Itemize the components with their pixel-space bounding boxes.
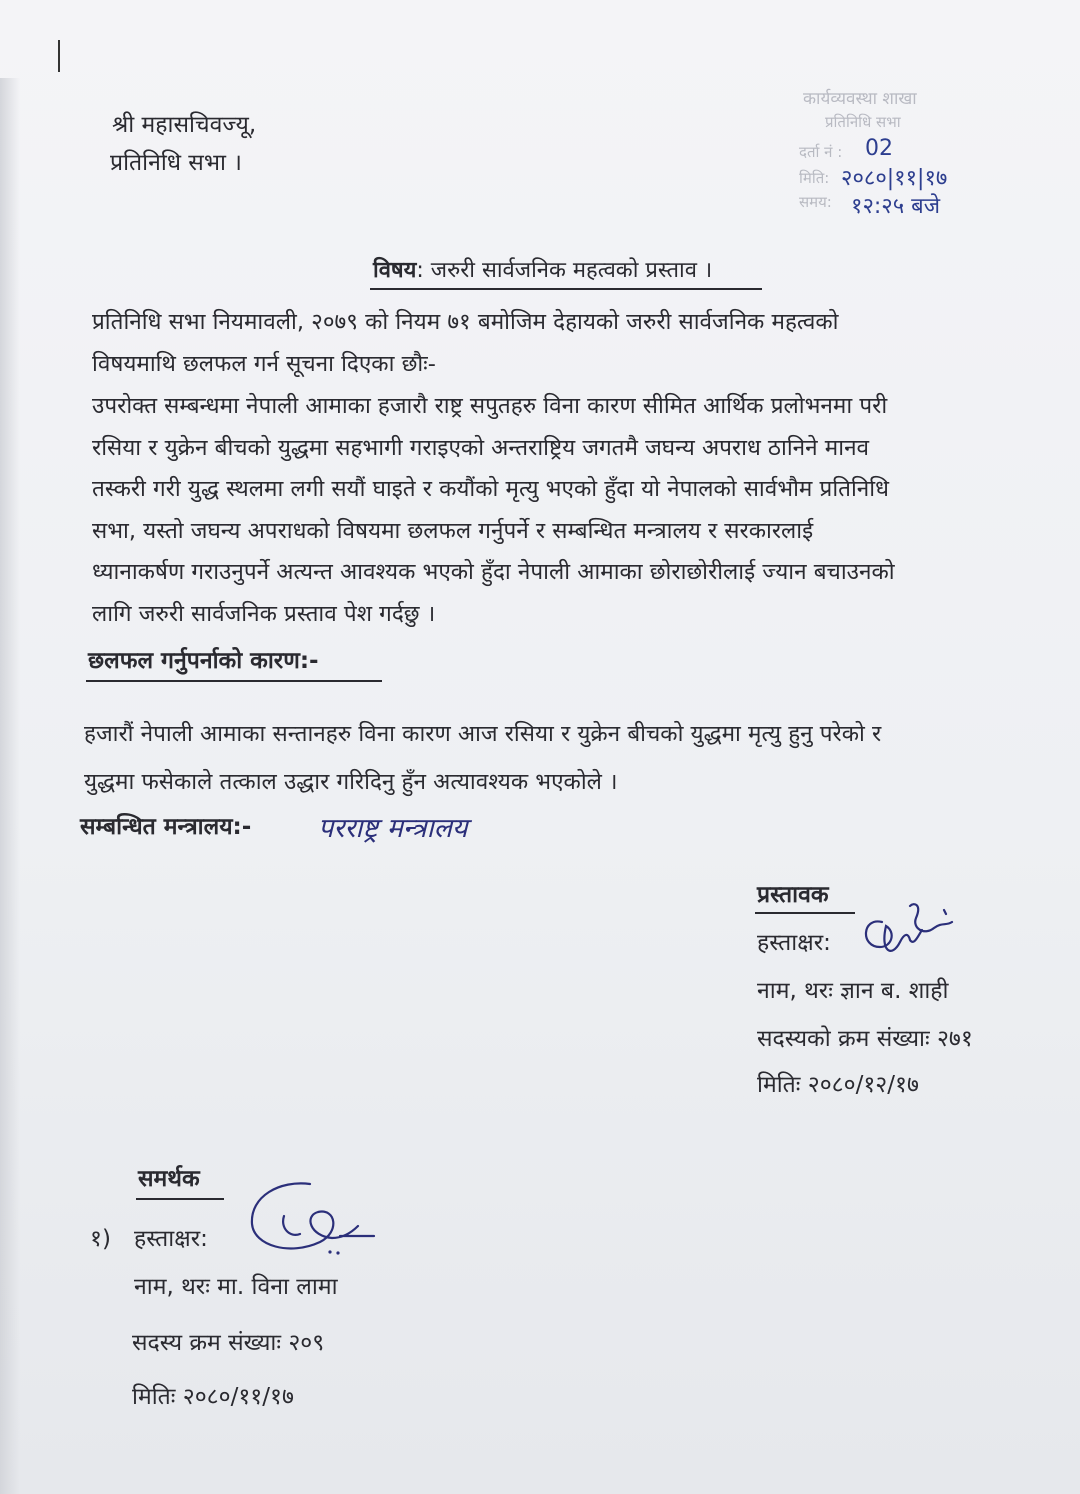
detail-line: उपरोक्त सम्बन्धमा नेपाली आमाका हजारौ राष्ट्र सपुतहरु विना कारण सीमित आर्थिक प्रलोभनमा परी [92, 393, 888, 419]
recipient-line-1: श्री महासचिवज्यू, [112, 112, 257, 138]
stamp-samaya-value: १२:२५ बजे [851, 194, 941, 219]
supporter-name: नाम, थरः मा. विना लामा [134, 1274, 338, 1300]
reason-heading: छलफल गर्नुपर्नाको कारण:- [88, 648, 319, 674]
detail-line: रसिया र युक्रेन बीचको युद्धमा सहभागी गराइएको अन्तराष्ट्रिय जगतमै जघन्य अपराध ठानिने मानव [92, 434, 870, 461]
supporter-signature [240, 1176, 380, 1266]
paper-fold-shadow [0, 78, 20, 1494]
stamp-miti-value: २०८०|११|१७ [841, 166, 948, 191]
proposer-date: मितिः २०८०/१२/१७ [757, 1072, 919, 1098]
subject-underline [370, 288, 762, 290]
proposer-member-no: सदस्यको क्रम संख्याः २७१ [757, 1026, 973, 1052]
reason-heading-underline [86, 680, 382, 682]
stamp-samaya-label: समय: [799, 193, 832, 211]
detail-line: लागि जरुरी सार्वजनिक प्रस्ताव पेश गर्दछु । [92, 600, 436, 627]
supporter-heading-underline [136, 1198, 224, 1200]
reason-line: हजारौं नेपाली आमाका सन्तानहरु विना कारण आज रसिया र युक्रेन बीचको युद्धमा मृत्यु हुनु परेको र [84, 721, 882, 747]
stamp-darta-label: दर्ता नं : [799, 143, 843, 161]
subject-text: : जरुरी सार्वजनिक महत्वको प्रस्ताव । [416, 258, 713, 283]
ministry-value: परराष्ट्र मन्त्रालय [318, 813, 468, 844]
subject-label: विषय [373, 258, 417, 283]
detail-line: तस्करी गरी युद्ध स्थलमा लगी सयौं घाइते र कयौंको मृत्यु भएको हुँदा यो नेपालको सार्वभौम प्रतिनिधि [92, 476, 889, 502]
supporter-index: १) [90, 1226, 111, 1252]
margin-mark [58, 40, 60, 72]
proposer-heading: प्रस्तावक [757, 882, 829, 908]
detail-line: ध्यानाकर्षण गराउनुपर्ने अत्यन्त आवश्यक भएको हुँदा नेपाली आमाका छोराछोरीलाई ज्यान बचाउनको [92, 559, 895, 585]
detail-paragraph [92, 386, 1042, 635]
supporter-heading: समर्थक [138, 1166, 200, 1192]
ministry-label: सम्बन्धित मन्त्रालय:- [80, 814, 252, 840]
proposer-name: नाम, थरः ज्ञान ब. शाही [757, 978, 949, 1004]
proposer-signature-label: हस्ताक्षर: [757, 930, 831, 956]
detail-line: सभा, यस्तो जघन्य अपराधको विषयमा छलफल गर्नुपर्ने र सम्बन्धित मन्त्रालय र सरकारलाई [92, 517, 814, 544]
proposer-heading-underline [755, 912, 855, 914]
supporter-date: मितिः २०८०/११/१७ [132, 1384, 294, 1410]
stamp-title-1: कार्यव्यवस्था शाखा [803, 89, 917, 109]
stamp-darta-value: 02 [865, 136, 893, 161]
supporter-signature-label: हस्ताक्षर: [134, 1226, 208, 1252]
intro-paragraph [92, 302, 1032, 385]
registration-stamp [795, 84, 995, 234]
intro-line: प्रतिनिधि सभा नियमावली, २०७९ को नियम ७१ बमोजिम देहायको जरुरी सार्वजनिक महत्वको [92, 309, 839, 335]
stamp-miti-label: मिति: [799, 169, 830, 187]
reason-line: युद्धमा फसेकाले तत्काल उद्धार गरिदिनु हुँन अत्यावश्यक भएकोले । [84, 769, 618, 795]
reason-paragraph [84, 710, 1024, 806]
stamp-title-2: प्रतिनिधि सभा [825, 113, 901, 131]
recipient-line-2: प्रतिनिधि सभा । [110, 150, 242, 176]
supporter-member-no: सदस्य क्रम संख्याः २०९ [132, 1330, 325, 1356]
intro-line: विषयमाथि छलफल गर्न सूचना दिएका छौः- [92, 350, 436, 377]
subject-line [373, 258, 712, 284]
proposer-signature [852, 892, 962, 962]
